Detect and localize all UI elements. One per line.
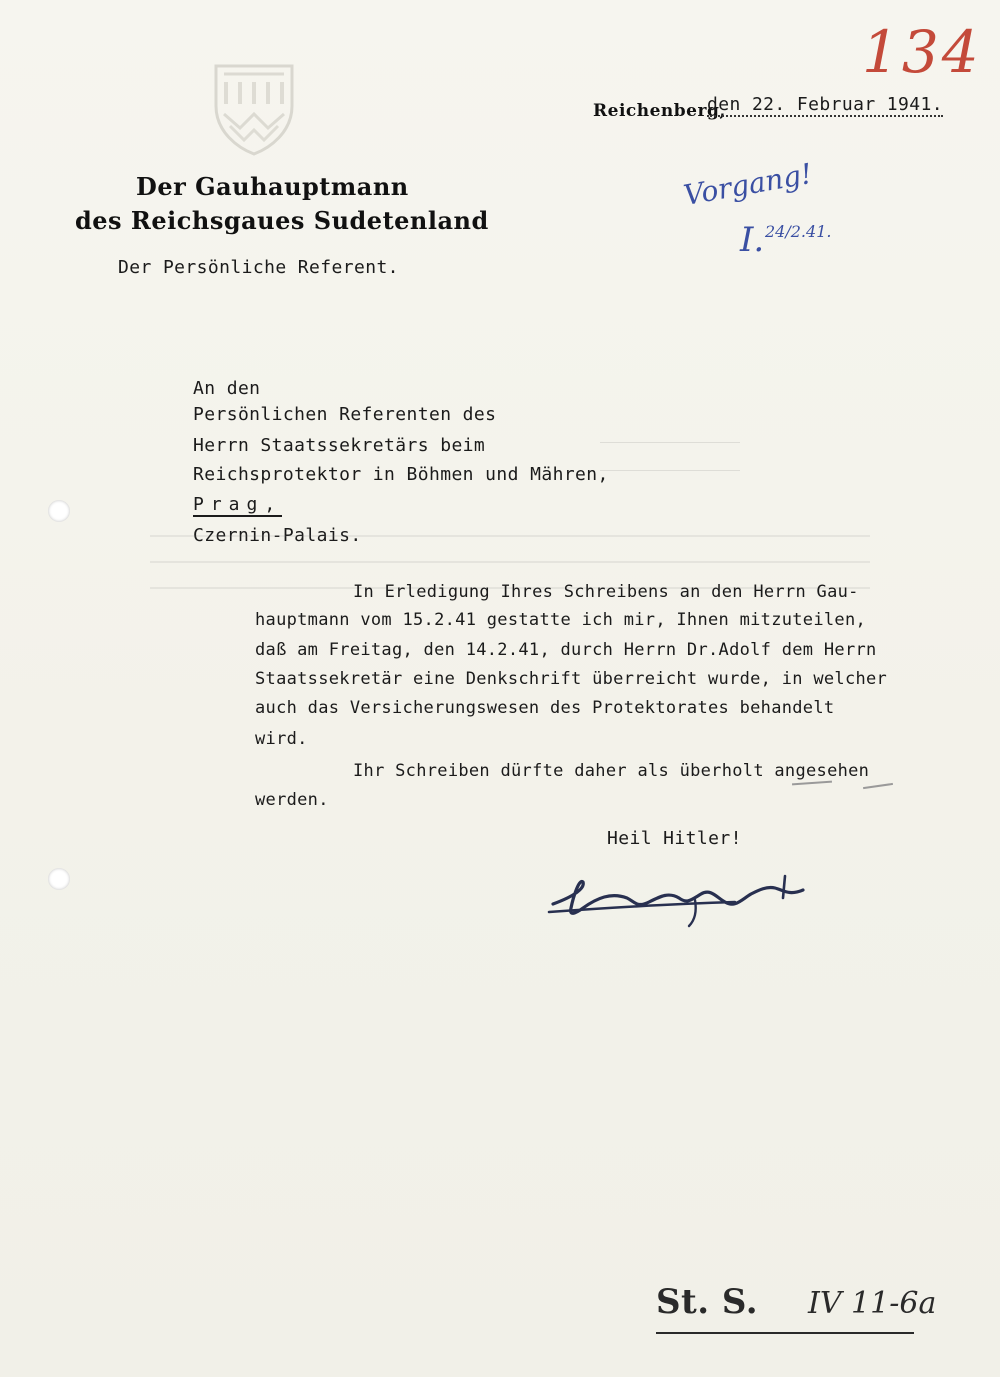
bleed-through-area	[600, 430, 740, 490]
recipient-address: Czernin-Palais.	[193, 525, 362, 546]
body-line-8: werden.	[255, 790, 329, 810]
body-line-6: wird.	[255, 729, 308, 749]
sender-office: Der Persönliche Referent.	[118, 257, 399, 278]
annotation-date: 24/2.41.	[765, 222, 832, 241]
reference-code: IV 11-6a	[808, 1286, 937, 1321]
body-line-4: Staatssekretär eine Denkschrift überreicht wurde, in welcher	[255, 669, 888, 689]
body-line-1: In Erledigung Ihres Schreibens an den Herrn Gau-	[353, 582, 859, 602]
body-line-7: Ihr Schreiben dürfte daher als überholt angesehen	[353, 761, 870, 781]
recipient-line-2: Persönlichen Referenten des	[193, 404, 497, 425]
annotation-vorgang: Vorgang!	[681, 156, 815, 213]
coat-of-arms-emblem	[210, 60, 298, 156]
recipient-city: Prag,	[193, 494, 283, 515]
pencil-mark-2	[863, 783, 893, 789]
sender-line-1: Der Gauhauptmann	[136, 172, 409, 201]
recipient-line-1: An den	[193, 378, 261, 399]
pencil-mark	[792, 781, 832, 786]
closing-salutation: Heil Hitler!	[607, 828, 742, 849]
folio-number: 134	[862, 18, 982, 86]
body-line-5: auch das Versicherungswesen des Protektorates behandelt	[255, 698, 835, 718]
letter-date: den 22. Februar 1941.	[707, 94, 943, 115]
punch-hole-top	[48, 500, 70, 522]
body-line-3: daß am Freitag, den 14.2.41, durch Herrn Dr.Adolf dem Herrn	[255, 640, 877, 660]
reference-underline	[656, 1332, 914, 1334]
punch-hole-bottom	[48, 868, 70, 890]
body-line-2: hauptmann vom 15.2.41 gestatte ich mir, Ihnen mitzuteilen,	[255, 610, 867, 630]
reference-prefix: St. S.	[656, 1282, 759, 1322]
recipient-line-4: Reichsprotektor in Böhmen und Mähren,	[193, 464, 609, 485]
handwritten-signature	[545, 868, 815, 938]
place-name: Reichenberg,	[593, 101, 726, 121]
recipient-line-3: Herrn Staatssekretärs beim	[193, 435, 486, 456]
sender-line-2: des Reichsgaues Sudetenland	[75, 206, 489, 235]
annotation-initials: I.	[740, 220, 765, 260]
